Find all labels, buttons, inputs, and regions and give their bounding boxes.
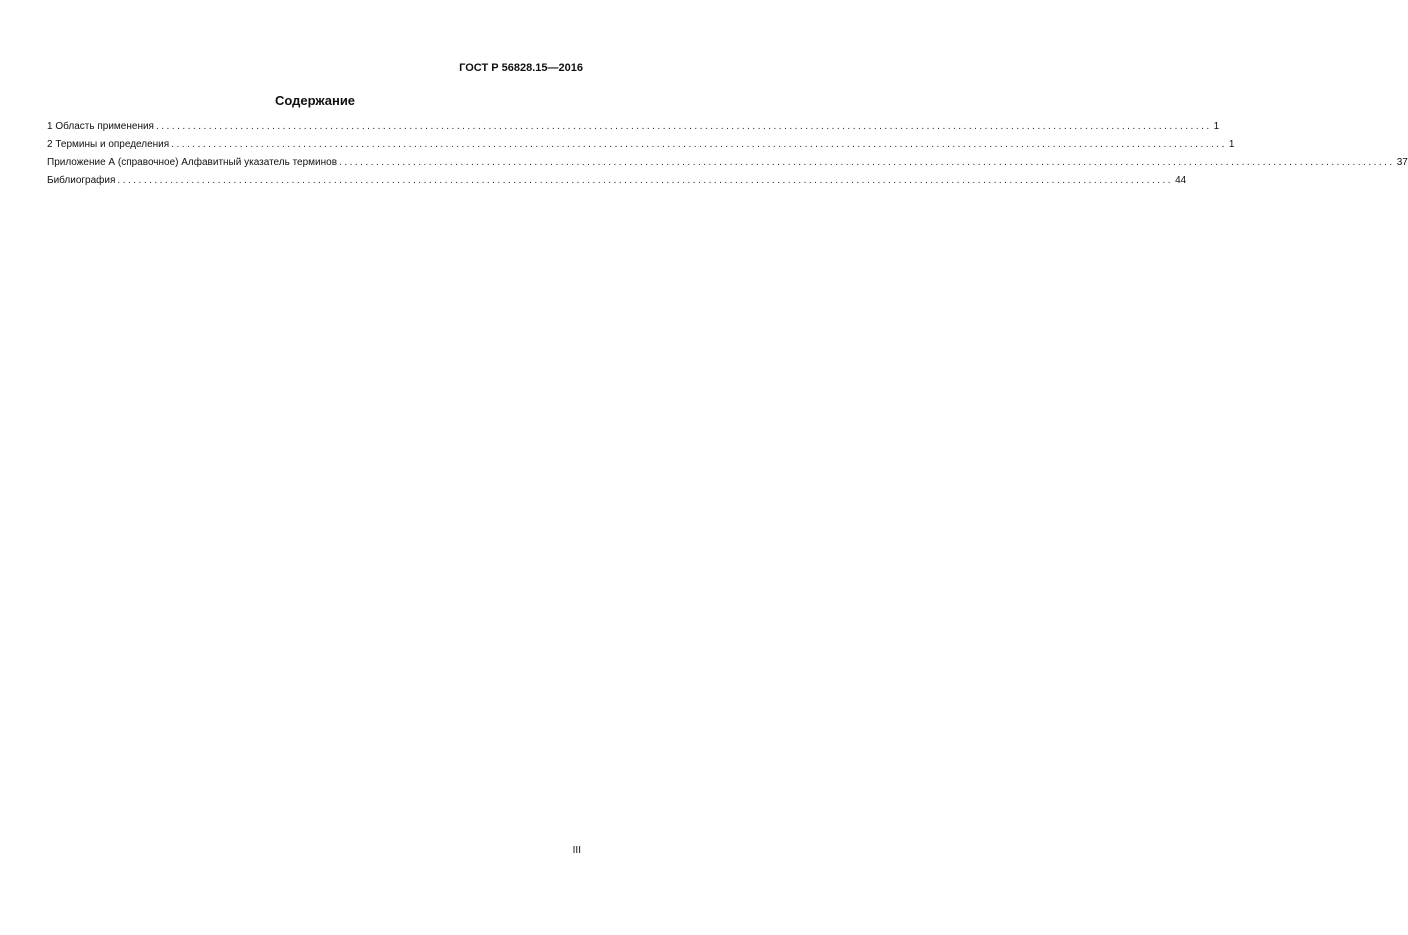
toc-entry-label: Приложение А (справочное) Алфавитный указатель терминов (47, 157, 338, 168)
toc-entry-page: 1 (1228, 139, 1235, 150)
contents-title: Содержание (274, 93, 356, 108)
table-of-contents (47, 121, 1408, 193)
toc-entry-appendix-a[interactable] (47, 157, 1408, 169)
toc-dot-leader: ........................................................................................................................................................................................................ (155, 121, 1212, 132)
toc-entry-bibliography[interactable] (47, 175, 1187, 187)
toc-entry-label: 1 Область применения (47, 121, 154, 132)
toc-dot-leader: ........................................................................................................................................................................................................ (339, 157, 1395, 168)
toc-entry-page: 37 (1396, 157, 1408, 168)
toc-entry-page: 44 (1175, 175, 1187, 186)
document-code: ГОСТ Р 56828.15—2016 (459, 62, 583, 74)
page-number: III (572, 845, 581, 856)
toc-entry-label: 2 Термины и определения (47, 139, 170, 150)
toc-dot-leader: ........................................................................................................................................................................................................ (117, 175, 1174, 186)
toc-entry-terms[interactable] (47, 139, 1235, 151)
toc-dot-leader: ........................................................................................................................................................................................................ (171, 139, 1227, 150)
toc-entry-page: 1 (1213, 121, 1220, 132)
toc-entry-scope[interactable] (47, 121, 1220, 133)
toc-entry-label: Библиография (47, 175, 116, 186)
